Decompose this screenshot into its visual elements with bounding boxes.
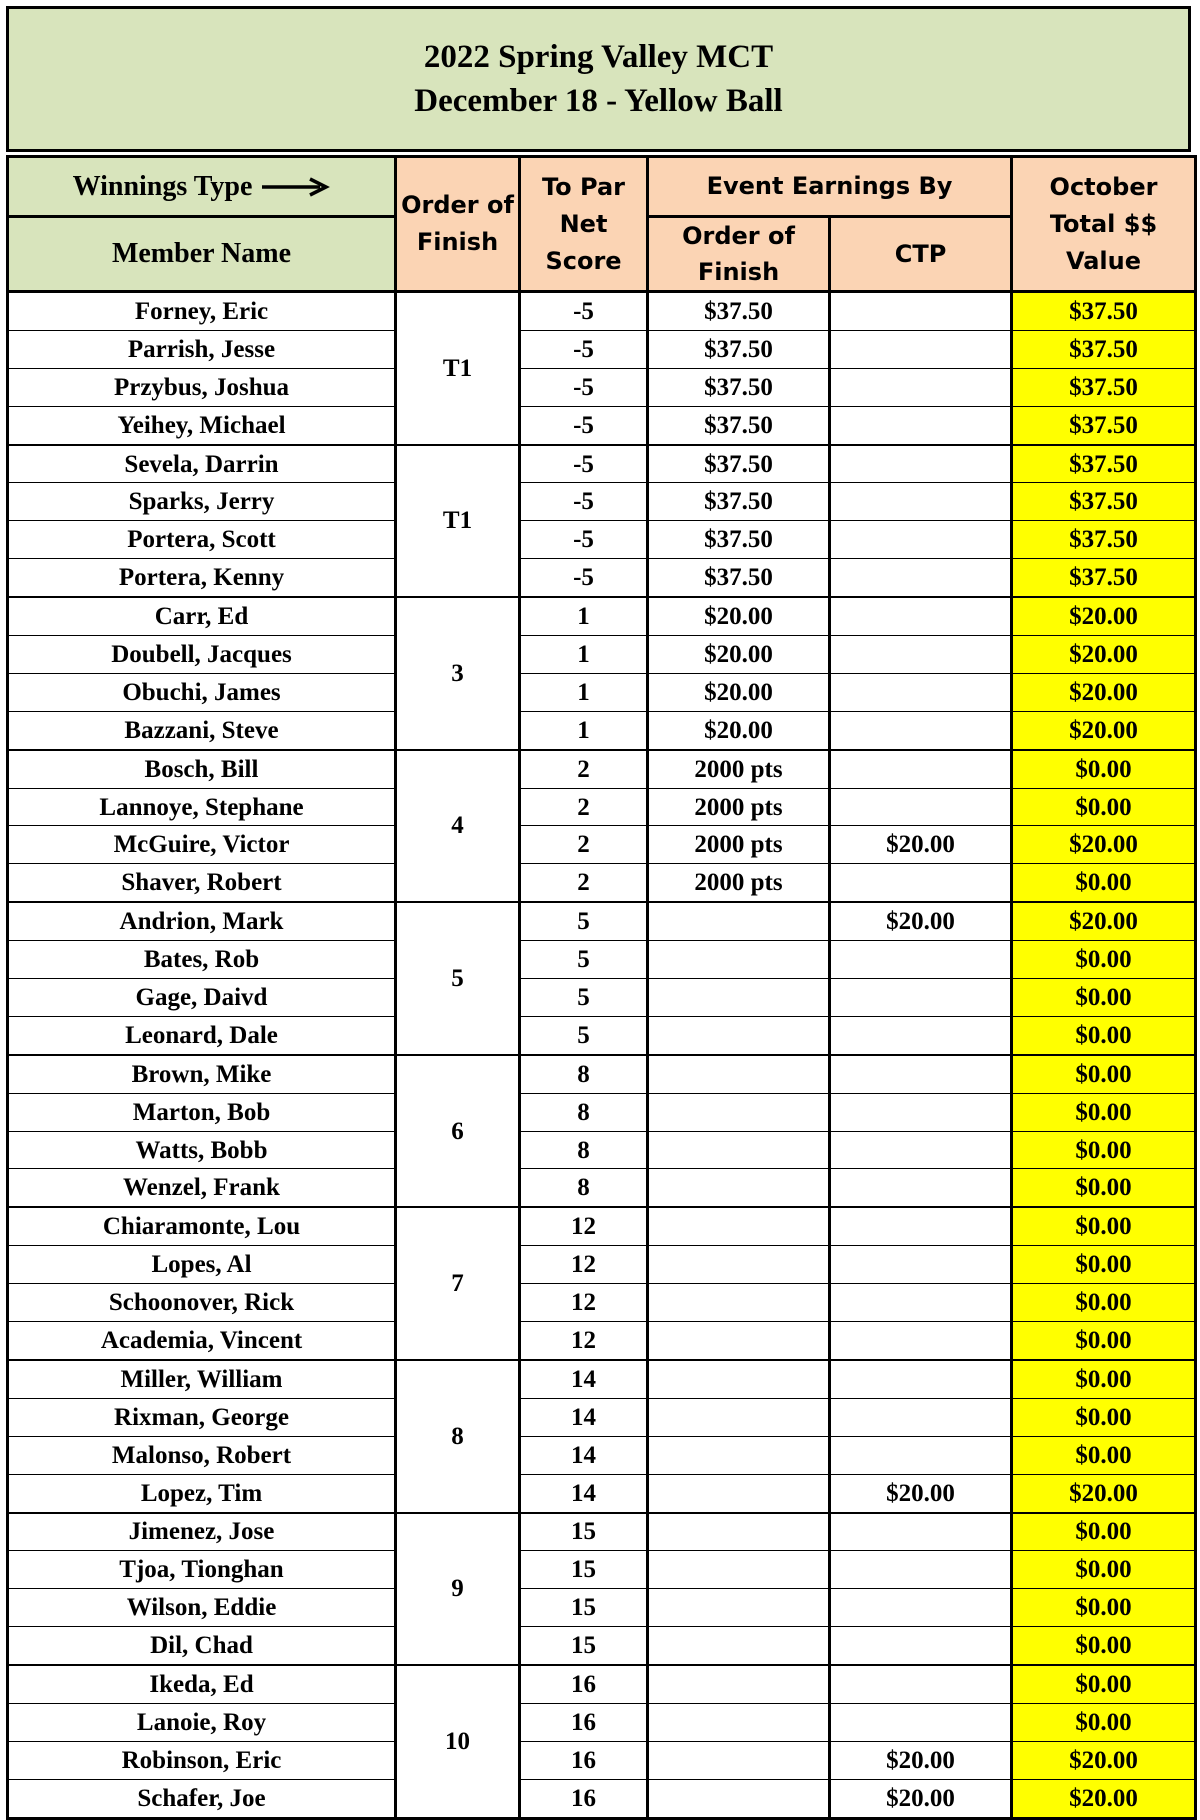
net-score-cell: 2 [520,750,648,788]
ctp-cell [830,1169,1012,1207]
event-earnings-cell: $37.50 [648,292,830,331]
ctp-cell [830,1360,1012,1398]
net-score-cell: 5 [520,902,648,940]
ctp-cell [830,864,1012,902]
net-score-cell: -5 [520,368,648,406]
member-name-cell: Yeihey, Michael [8,406,396,444]
event-order-header-line1: Order of [682,222,795,250]
table-row [8,597,1196,635]
order-of-finish-cell: 10 [396,1665,520,1818]
net-score-cell: 16 [520,1779,648,1818]
october-total-cell: $0.00 [1012,1169,1196,1207]
event-earnings-cell [648,1207,830,1245]
ctp-cell [830,711,1012,749]
october-total-cell: $20.00 [1012,826,1196,864]
table-row [8,826,1196,864]
event-earnings-cell [648,1513,830,1551]
member-name-cell: Doubell, Jacques [8,636,396,674]
table-row [8,979,1196,1017]
order-of-finish-cell: 3 [396,597,520,750]
net-score-cell: 5 [520,1016,648,1054]
net-score-cell: 2 [520,826,648,864]
event-earnings-cell: $20.00 [648,673,830,711]
table-row [8,1093,1196,1131]
ctp-cell: $20.00 [830,826,1012,864]
net-score-cell: -5 [520,445,648,483]
october-total-cell: $0.00 [1012,1284,1196,1322]
ctp-cell [830,292,1012,331]
net-score-cell: -5 [520,521,648,559]
october-total-cell: $20.00 [1012,1474,1196,1512]
order-of-finish-cell: 5 [396,902,520,1055]
october-total-cell: $20.00 [1012,1741,1196,1779]
october-total-cell: $37.50 [1012,330,1196,368]
october-total-cell: $20.00 [1012,673,1196,711]
ctp-cell: $20.00 [830,902,1012,940]
net-score-cell: -5 [520,330,648,368]
table-row [8,559,1196,597]
member-name-cell: Portera, Kenny [8,559,396,597]
october-total-cell: $0.00 [1012,1207,1196,1245]
event-earnings-cell [648,1016,830,1054]
table-row [8,1627,1196,1665]
member-name-cell: Chiaramonte, Lou [8,1207,396,1245]
event-earnings-cell [648,1589,830,1627]
net-score-cell: 8 [520,1055,648,1093]
event-earnings-cell: $37.50 [648,483,830,521]
table-row [8,750,1196,788]
table-row [8,445,1196,483]
event-earnings-cell: 2000 pts [648,864,830,902]
table-row [8,788,1196,826]
table-row [8,636,1196,674]
ctp-cell [830,1627,1012,1665]
october-total-cell: $0.00 [1012,979,1196,1017]
results-table-header [8,157,1196,292]
october-total-cell: $0.00 [1012,1246,1196,1284]
member-name-cell: Bazzani, Steve [8,711,396,749]
ctp-cell: $20.00 [830,1474,1012,1512]
ctp-cell [830,483,1012,521]
october-total-cell: $37.50 [1012,521,1196,559]
table-row [8,521,1196,559]
table-row [8,1513,1196,1551]
october-total-cell: $37.50 [1012,483,1196,521]
net-score-cell: 15 [520,1551,648,1589]
member-name-cell: Dil, Chad [8,1627,396,1665]
event-earnings-cell: 2000 pts [648,788,830,826]
october-total-cell: $0.00 [1012,1093,1196,1131]
ctp-cell [830,1513,1012,1551]
member-name-cell: Robinson, Eric [8,1741,396,1779]
net-score-cell: 5 [520,979,648,1017]
net-score-cell: -5 [520,559,648,597]
ctp-cell [830,1551,1012,1589]
table-row [8,368,1196,406]
event-earnings-by-header: Event Earnings By [648,157,1012,217]
table-row [8,1703,1196,1741]
october-total-header-line2: Total $$ [1049,209,1158,238]
table-row [8,941,1196,979]
table-row [8,1246,1196,1284]
table-row [8,292,1196,331]
october-total-cell: $0.00 [1012,750,1196,788]
ctp-cell [830,521,1012,559]
member-name-cell: Wilson, Eddie [8,1589,396,1627]
member-name-cell: Miller, William [8,1360,396,1398]
event-earnings-cell [648,1627,830,1665]
member-name-cell: Lanoie, Roy [8,1703,396,1741]
october-total-cell: $0.00 [1012,1016,1196,1054]
table-row [8,1284,1196,1322]
order-of-finish-cell: 8 [396,1360,520,1513]
member-name-cell: Brown, Mike [8,1055,396,1093]
event-earnings-cell: 2000 pts [648,750,830,788]
event-earnings-cell: $37.50 [648,521,830,559]
event-earnings-cell [648,1093,830,1131]
ctp-cell: $20.00 [830,1779,1012,1818]
net-score-cell: 14 [520,1398,648,1436]
event-earnings-cell: $20.00 [648,711,830,749]
october-total-cell: $20.00 [1012,711,1196,749]
member-name-cell: Marton, Bob [8,1093,396,1131]
to-par-header-line1: To Par [541,172,625,201]
event-earnings-cell [648,1436,830,1474]
ctp-cell [830,1436,1012,1474]
october-total-cell: $37.50 [1012,406,1196,444]
member-name-cell: Ikeda, Ed [8,1665,396,1703]
table-row [8,483,1196,521]
event-earnings-cell: $37.50 [648,330,830,368]
ctp-cell [830,1131,1012,1169]
net-score-cell: 1 [520,636,648,674]
member-name-cell: Lopez, Tim [8,1474,396,1512]
member-name-cell: Forney, Eric [8,292,396,331]
table-row [8,1741,1196,1779]
october-total-cell: $0.00 [1012,1513,1196,1551]
event-earnings-cell [648,1665,830,1703]
table-row [8,902,1196,940]
member-name-cell: Tjoa, Tionghan [8,1551,396,1589]
event-earnings-cell [648,1131,830,1169]
member-name-header: Member Name [8,217,396,292]
right-arrow-icon [260,177,330,197]
to-par-header-line2: Net [559,209,608,238]
ctp-cell [830,406,1012,444]
net-score-cell: 8 [520,1169,648,1207]
member-name-cell: Malonso, Robert [8,1436,396,1474]
table-row [8,1474,1196,1512]
member-name-cell: Portera, Scott [8,521,396,559]
october-total-cell: $0.00 [1012,1055,1196,1093]
net-score-cell: -5 [520,406,648,444]
net-score-cell: 12 [520,1322,648,1360]
event-earnings-cell [648,1360,830,1398]
net-score-cell: 14 [520,1436,648,1474]
member-name-cell: Academia, Vincent [8,1322,396,1360]
event-earnings-cell [648,979,830,1017]
event-earnings-cell [648,1741,830,1779]
ctp-cell [830,330,1012,368]
event-earnings-cell: $37.50 [648,368,830,406]
net-score-cell: 16 [520,1665,648,1703]
member-name-cell: Bosch, Bill [8,750,396,788]
ctp-cell [830,1703,1012,1741]
october-total-cell: $37.50 [1012,559,1196,597]
event-earnings-cell [648,1551,830,1589]
net-score-cell: 15 [520,1627,648,1665]
net-score-cell: 5 [520,941,648,979]
ctp-cell [830,1398,1012,1436]
net-score-cell: 8 [520,1093,648,1131]
october-total-cell: $20.00 [1012,902,1196,940]
event-earnings-cell [648,1284,830,1322]
october-total-cell: $0.00 [1012,1360,1196,1398]
event-earnings-cell [648,1169,830,1207]
member-name-cell: Obuchi, James [8,673,396,711]
ctp-cell [830,1207,1012,1245]
table-row [8,1322,1196,1360]
order-of-finish-cell: T1 [396,292,520,445]
table-row [8,1131,1196,1169]
october-total-header-line3: Value [1065,246,1142,275]
order-of-finish-header [396,157,520,292]
ctp-cell [830,788,1012,826]
october-total-cell: $0.00 [1012,864,1196,902]
member-name-cell: Gage, Daivd [8,979,396,1017]
member-name-cell: Andrion, Mark [8,902,396,940]
net-score-cell: 15 [520,1513,648,1551]
net-score-cell: 2 [520,788,648,826]
event-earnings-cell [648,1474,830,1512]
to-par-header-line3: Score [545,246,622,275]
member-name-cell: Lopes, Al [8,1246,396,1284]
ctp-cell [830,941,1012,979]
order-of-finish-cell: 4 [396,750,520,903]
october-total-cell: $20.00 [1012,597,1196,635]
table-row [8,406,1196,444]
ctp-cell: $20.00 [830,1741,1012,1779]
ctp-cell [830,1665,1012,1703]
ctp-cell [830,559,1012,597]
net-score-cell: -5 [520,292,648,331]
report-subtitle: December 18 - Yellow Ball [414,83,783,119]
net-score-cell: 12 [520,1246,648,1284]
net-score-cell: 1 [520,711,648,749]
member-name-cell: Schafer, Joe [8,1779,396,1818]
member-name-cell: Shaver, Robert [8,864,396,902]
october-total-cell: $0.00 [1012,1703,1196,1741]
order-of-finish-cell: 6 [396,1055,520,1208]
october-total-cell: $0.00 [1012,1131,1196,1169]
october-total-cell: $0.00 [1012,1322,1196,1360]
table-row [8,711,1196,749]
table-row [8,1360,1196,1398]
ctp-cell [830,750,1012,788]
table-row [8,1398,1196,1436]
event-earnings-cell [648,1055,830,1093]
table-row [8,1436,1196,1474]
event-earnings-cell: $37.50 [648,445,830,483]
event-earnings-cell [648,902,830,940]
net-score-cell: 8 [520,1131,648,1169]
ctp-cell [830,1016,1012,1054]
net-score-cell: 1 [520,673,648,711]
order-of-finish-cell: 7 [396,1207,520,1360]
results-table-body [8,292,1196,1819]
ctp-cell [830,445,1012,483]
october-total-header [1012,157,1196,292]
net-score-cell: -5 [520,483,648,521]
ctp-cell [830,636,1012,674]
order-of-finish-header-line2: Finish [416,228,499,256]
event-earnings-cell: $37.50 [648,406,830,444]
member-name-cell: Watts, Bobb [8,1131,396,1169]
october-total-cell: $0.00 [1012,1398,1196,1436]
report-title-banner [6,6,1191,152]
member-name-cell: Rixman, George [8,1398,396,1436]
order-of-finish-cell: T1 [396,445,520,598]
member-name-cell: Bates, Rob [8,941,396,979]
event-earnings-cell: $37.50 [648,559,830,597]
ctp-cell [830,597,1012,635]
october-total-cell: $0.00 [1012,1436,1196,1474]
event-earnings-cell [648,1246,830,1284]
member-name-cell: Sevela, Darrin [8,445,396,483]
ctp-cell [830,368,1012,406]
event-order-header-line2: Finish [697,258,780,286]
net-score-cell: 14 [520,1360,648,1398]
report-title: 2022 Spring Valley MCT [423,39,774,75]
table-row [8,330,1196,368]
ctp-cell [830,1589,1012,1627]
winnings-type-label: Winnings Type [72,170,253,202]
table-row [8,673,1196,711]
ctp-cell [830,1246,1012,1284]
member-name-cell: Parrish, Jesse [8,330,396,368]
event-earnings-cell [648,1322,830,1360]
ctp-cell [830,1093,1012,1131]
results-table [6,155,1197,1820]
net-score-cell: 2 [520,864,648,902]
to-par-net-score-header [520,157,648,292]
table-row [8,1779,1196,1818]
table-row [8,1055,1196,1093]
event-order-of-finish-header [648,217,830,292]
ctp-cell [830,1284,1012,1322]
member-name-cell: Sparks, Jerry [8,483,396,521]
winnings-type-header [8,157,396,217]
order-of-finish-header-line1: Order of [401,191,514,219]
ctp-cell [830,1322,1012,1360]
table-row [8,1589,1196,1627]
october-total-cell: $0.00 [1012,1665,1196,1703]
event-earnings-cell: 2000 pts [648,826,830,864]
ctp-cell [830,1055,1012,1093]
member-name-cell: McGuire, Victor [8,826,396,864]
member-name-cell: Lannoye, Stephane [8,788,396,826]
member-name-cell: Wenzel, Frank [8,1169,396,1207]
october-total-cell: $20.00 [1012,636,1196,674]
october-total-cell: $0.00 [1012,1551,1196,1589]
table-row [8,1207,1196,1245]
ctp-header: CTP [830,217,1012,292]
october-total-cell: $0.00 [1012,1627,1196,1665]
october-total-cell: $37.50 [1012,445,1196,483]
october-total-cell: $20.00 [1012,1779,1196,1818]
event-earnings-cell [648,941,830,979]
table-row [8,1169,1196,1207]
member-name-cell: Carr, Ed [8,597,396,635]
event-earnings-cell: $20.00 [648,636,830,674]
net-score-cell: 16 [520,1741,648,1779]
october-total-cell: $0.00 [1012,788,1196,826]
net-score-cell: 15 [520,1589,648,1627]
net-score-cell: 1 [520,597,648,635]
ctp-cell [830,673,1012,711]
net-score-cell: 16 [520,1703,648,1741]
october-total-cell: $37.50 [1012,368,1196,406]
net-score-cell: 12 [520,1284,648,1322]
member-name-cell: Schoonover, Rick [8,1284,396,1322]
net-score-cell: 12 [520,1207,648,1245]
october-total-header-line1: October [1049,172,1158,201]
event-earnings-cell [648,1398,830,1436]
table-row [8,1665,1196,1703]
event-earnings-cell [648,1703,830,1741]
october-total-cell: $0.00 [1012,1589,1196,1627]
october-total-cell: $0.00 [1012,941,1196,979]
event-earnings-cell: $20.00 [648,597,830,635]
table-row [8,1016,1196,1054]
event-earnings-cell [648,1779,830,1818]
table-row [8,1551,1196,1589]
ctp-cell [830,979,1012,1017]
october-total-cell: $37.50 [1012,292,1196,331]
member-name-cell: Leonard, Dale [8,1016,396,1054]
order-of-finish-cell: 9 [396,1513,520,1666]
member-name-cell: Przybus, Joshua [8,368,396,406]
net-score-cell: 14 [520,1474,648,1512]
table-row [8,864,1196,902]
member-name-cell: Jimenez, Jose [8,1513,396,1551]
